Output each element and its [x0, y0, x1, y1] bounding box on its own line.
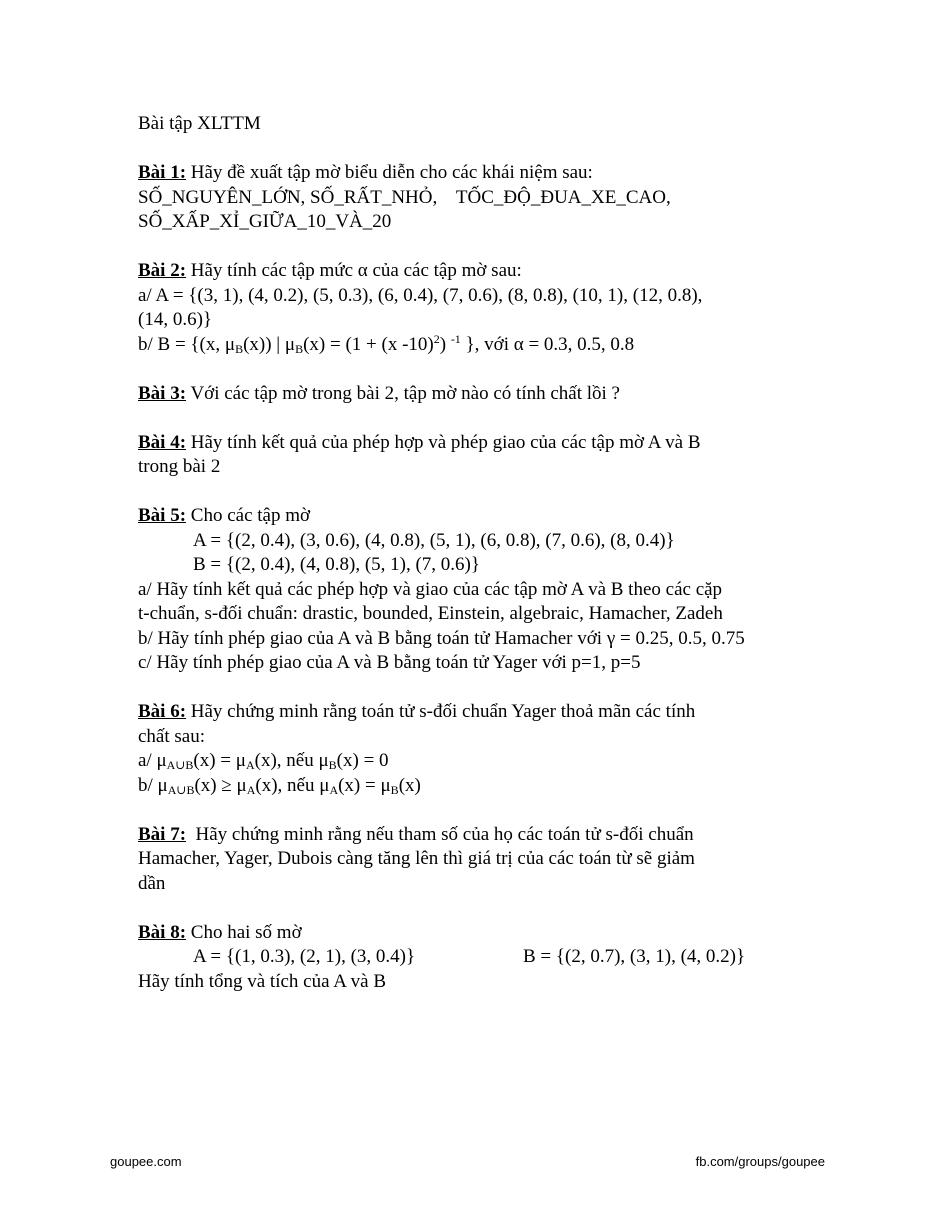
exercise-5-heading: Bài 5: — [138, 505, 187, 526]
formula-fragment: (x) = μ — [338, 774, 391, 796]
exercise-8-set-b: B = {(2, 0.7), (3, 1), (4, 0.2)} — [523, 946, 746, 967]
exercise-1-line-2: SỐ_NGUYÊN_LỚN, SỐ_RẤT_NHỎ, TỐC_ĐỘ_ĐUA_XE_CAO, — [138, 186, 671, 208]
exercise-2-part-a-line-1: a/ A = {(3, 1), (4, 0.2), (5, 0.3), (6, 0.4), (7, 0.6), (8, 0.8), (10, 1), (12, 0.8), — [138, 284, 703, 306]
exercise-6-heading: Bài 6: — [138, 701, 187, 722]
exercise-8-sets — [138, 945, 858, 970]
exercise-5-set-a: A = {(2, 0.4), (3, 0.6), (4, 0.8), (5, 1), (6, 0.8), (7, 0.6), (8, 0.4)} — [193, 529, 675, 551]
exercise-8-heading: Bài 8: — [138, 921, 187, 943]
footer-left-text: goupee.com — [110, 1154, 182, 1169]
exercise-4-line-2: trong bài 2 — [138, 456, 221, 477]
exercise-5-set-b: B = {(2, 0.4), (4, 0.8), (5, 1), (7, 0.6)} — [193, 554, 480, 575]
formula-fragment: b/ B = {(x, μ — [138, 333, 236, 355]
exercise-8-text: Cho hai số mờ — [186, 921, 302, 943]
exercise-8-set-a: A = {(1, 0.3), (2, 1), (3, 0.4)} — [193, 946, 416, 967]
exercise-3-text: Với các tập mờ trong bài 2, tập mờ nào có tính chất lồi ? — [186, 382, 620, 404]
formula-fragment: b/ μ — [138, 774, 168, 796]
exercise-2-part-b — [138, 333, 858, 358]
exercise-1-text: Hãy đề xuất tập mờ biểu diễn cho các khái niệm sau: — [186, 162, 593, 183]
exercise-7-intro — [138, 823, 858, 848]
formula-fragment: (x), nếu μ — [255, 774, 330, 796]
formula-subscript: B — [328, 758, 337, 772]
formula-fragment: (x) ≥ μ — [194, 774, 247, 796]
exercise-7-line-2: Hamacher, Yager, Dubois càng tăng lên thì giá trị của các toán từ sẽ giảm — [138, 848, 695, 869]
exercise-3-heading: Bài 3: — [138, 382, 187, 404]
exercise-6-line-2: chất sau: — [138, 725, 206, 747]
exercise-6-part-b — [138, 774, 858, 799]
formula-fragment: (x) = 0 — [336, 750, 389, 771]
exercise-4-heading: Bài 4: — [138, 431, 187, 453]
formula-superscript: 2 — [433, 331, 440, 346]
formula-subscript: A — [246, 782, 256, 797]
formula-fragment: (x), nếu μ — [254, 750, 329, 771]
formula-subscript: B — [390, 782, 399, 797]
formula-fragment: }, với α = 0.3, 0.5, 0.8 — [460, 333, 635, 355]
exercise-1-heading: Bài 1: — [138, 162, 187, 183]
formula-fragment: (x) — [398, 774, 421, 796]
exercise-5-part-a-line-1: a/ Hãy tính kết quả các phép hợp và giao của các tập mờ A và B theo các cặp — [138, 578, 723, 600]
exercise-2-part-a-line-2: (14, 0.6)} — [138, 309, 213, 330]
formula-subscript: B — [235, 341, 244, 356]
exercise-8-line-3: Hãy tính tổng và tích của A và B — [138, 970, 387, 992]
formula-superscript: -1 — [450, 331, 461, 346]
exercise-4-intro — [138, 431, 858, 456]
formula-fragment: (x) = μ — [193, 750, 246, 771]
exercise-3 — [138, 382, 858, 407]
document-body — [138, 112, 858, 994]
exercise-4-text: Hãy tính kết quả của phép hợp và phép giao của các tập mờ A và B — [186, 431, 701, 453]
formula-subscript: A∪B — [167, 782, 195, 797]
formula-subscript: A — [329, 782, 339, 797]
footer-right-text: fb.com/groups/goupee — [695, 1154, 825, 1169]
exercise-5-part-a-line-2: t-chuẩn, s-đối chuẩn: drastic, bounded, Einstein, algebraic, Hamacher, Zadeh — [138, 603, 723, 624]
exercise-7-line-3: dần — [138, 872, 166, 894]
exercise-6-intro — [138, 700, 858, 725]
exercise-1-intro — [138, 161, 858, 186]
formula-subscript: A — [245, 758, 255, 772]
exercise-6-part-a — [138, 749, 858, 774]
exercise-2-heading: Bài 2: — [138, 260, 187, 281]
document-title: Bài tập XLTTM — [138, 113, 261, 134]
exercise-7-heading: Bài 7: — [138, 823, 187, 845]
formula-fragment: ) — [439, 333, 451, 355]
exercise-5-text: Cho các tập mờ — [186, 505, 311, 526]
exercise-5-part-b: b/ Hãy tính phép giao của A và B bằng toán tử Hamacher với γ = 0.25, 0.5, 0.75 — [138, 627, 745, 649]
formula-subscript: B — [295, 341, 304, 356]
exercise-5-intro — [138, 504, 858, 529]
exercise-5-part-c: c/ Hãy tính phép giao của A và B bằng toán tử Yager với p=1, p=5 — [138, 652, 641, 673]
formula-subscript: A∪B — [166, 758, 194, 772]
exercise-2-text: Hãy tính các tập mức α của các tập mờ sau: — [186, 260, 522, 281]
exercise-1-line-3: SỐ_XẤP_XỈ_GIỮA_10_VÀ_20 — [138, 211, 392, 232]
formula-fragment: (x)) | μ — [243, 333, 296, 355]
exercise-8-intro — [138, 921, 858, 946]
formula-fragment: a/ μ — [138, 750, 167, 771]
exercise-2-intro — [138, 259, 858, 284]
exercise-6-text: Hãy chứng minh rằng toán tử s-đối chuẩn Yager thoả mãn các tính — [186, 701, 696, 722]
exercise-7-text: Hãy chứng minh rằng nếu tham số của họ các toán tử s-đối chuẩn — [186, 823, 694, 845]
formula-fragment: (x) = (1 + (x -10) — [303, 333, 434, 355]
